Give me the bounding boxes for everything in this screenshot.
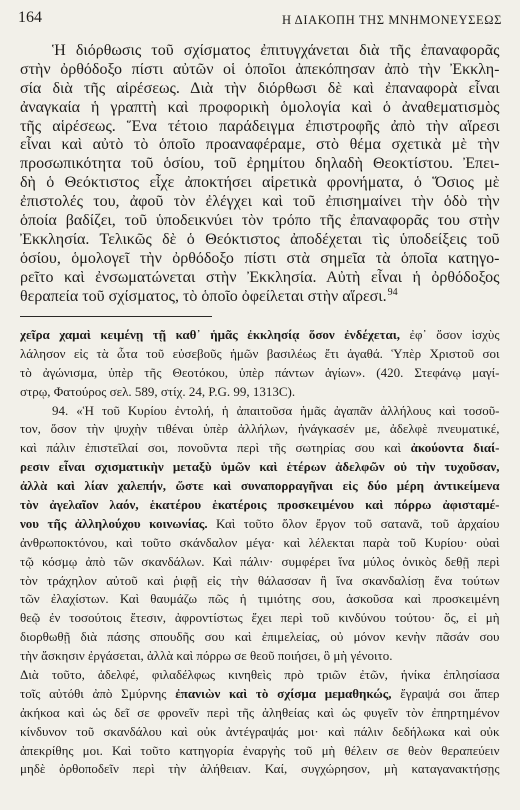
body-line [20,212,500,231]
body-line [20,99,500,118]
bold-text-run: τὸν ἀγελαῖον λαόν, ἑκατέρου ἑκατέροις προσκειμένου καὶ πόρρω ἀφισταμέ- [20,497,500,513]
text-run: λάλησον εἰς τὰ ὦτα τοῦ εὐσεβοῦς ἡμῶν βασιλέως ἔτι ἀγαθά. Ὑπὲρ Χριστοῦ σοι [20,345,500,361]
footnote-line [20,458,500,477]
body-line [20,174,500,193]
body-line [20,250,500,269]
text-run: ἀκήκοα καὶ ὡς δεῖ σε φρονεῖν περὶ τῆς ἀληθείας καὶ ὡς φυγεῖν τὸν ἐπηρτημένον [20,704,500,720]
text-run: διορθωθῇ διὰ πάσης σπουδῆς σου καὶ ἐπιμελείας, οὐ μόνον κενὴν πᾶσάν σου [20,629,500,645]
line-text: ὁσίου, ὁμολογεῖ τὴν ὀρθόδοξο πίστι στὰ σημεῖα τὰ ὁποῖα κατηγο- [20,249,500,267]
line-text: ἐπιστολές του, ἀφοῦ τὸν ἐλέγχει καὶ τοῦ ἐπισημαίνει τὴν ὁδὸ τὴν [20,193,500,211]
footnote-line [20,742,500,761]
line-text: ἀναγκαία ἡ γραπτὴ καὶ προφορικὴ ὁμολογία καὶ ὁ ἀναθεματισμὸς [20,98,500,116]
text-run: Διὰ τοῦτο, ἀδελφέ, φιλαδέλφως κινηθεὶς πρὸ τριῶν ἐτῶν, ἡνίκα ἐπλησίασα [20,667,500,683]
text-run: μηδὲ ὀρθοποδεῖν περὶ τὴν ἀλήθειαν. Καί, συγχώρησον, μὴ καταγανακτήσῃς [20,761,500,777]
footnote-line [20,628,500,647]
footnote-line [20,515,500,534]
footnote-line [20,496,500,515]
body-line [20,136,500,155]
line-text: εἶναι καὶ αὐτὸ τὸ ὁποῖο προαναφέραμε, στὸ θέμα σχετικὰ μὲ τὴν [20,136,500,154]
footnote-line [20,704,500,723]
footnote-reference: 94 [387,286,398,298]
line-text: δὴ ὁ Θεόκτιστος εἶχε ἀποκτήσει αἱρετικὰ φρονήματα, ὁ Ὅσιος μὲ [20,174,500,192]
footnote-line [20,572,500,591]
footnote-line [20,666,500,685]
bold-text-run: ρεσιν εἶναι σχισματικὴν μεταξὺ ὑμῶν καὶ ἑτέρων ἀδελφῶν οὐ τὴν τυχοῦσαν, [20,459,500,475]
text-run: κίνδυνον τοῦ σκανδάλου καὶ οὐκ ἀντέγραψάς μοι· καὶ πάλιν δεδήλωκα καὶ οὐκ [20,723,500,739]
body-line [20,269,500,288]
text-run: θεῷ ἐν τοσούτοις ἔτεσιν, ἀφροντίστως ἔχει περὶ τοῦ κινδύνου τούτου· ὅς, εἰ μὴ [20,610,500,626]
text-run: ἐφ᾽ ὅσον ἰσχὺς [409,327,500,342]
body-line [20,61,500,80]
line-text: τῆς αἱρέσεως. Ἕνα τέτοιο παράδειγμα ἐπιστροφῆς ἀπὸ τὴν αἵρεσι [20,117,500,135]
text-run: ἀπεκρίθης μοι. Καὶ τοῦτο κατηγορία ἐναργὴς τοῦ μὴ θέλειν σε θεὸν θεραπεύειν [20,742,500,758]
text-run: τον, ὅσον τὴν ψυχὴν τιθέναι ὑπὲρ ἀλλήλων, ἠνάγκασέν με, ἀδελφὲ πνευματικέ, [20,421,500,437]
footnote-line [20,402,500,421]
text-run: τὴν ἄσκησιν ἐργάσεται, ἀλλὰ καὶ πόρρω σε θεοῦ ποιήσει, ὃ μὴ γένοιτο. [20,648,393,664]
footnote-line [20,590,500,609]
line-text: Ἡ διόρθωσις τοῦ σχίσματος ἐπιτυγχάνεται διὰ τῆς ἐπαναφορᾶς [52,42,500,59]
main-text [20,42,500,306]
line-text: ρεῖτο καὶ ἐνσωματώνεται στὴν Ἐκκλησία. Αὐτὴ εἶναι ἡ ὀρθόδοξος [20,268,500,286]
footnote-line [20,609,500,628]
bold-text-run: νου τῆς ἀλληλούχου κοινωνίας. [20,515,208,531]
body-line [20,288,500,307]
line-text: Ἐκκλησία. Τελικῶς δὲ ὁ Θεόκτιστος ἀποδέχεται τὶς ὑποδείξεις τοῦ [20,230,500,248]
body-line [20,42,500,61]
footnotes [20,326,500,779]
body-line [20,118,500,137]
page-number: 164 [18,9,42,26]
text-run: καὶ πάλιν ἐπιστεῖλαί σοι, πονοῦντα περὶ τῆς σωτηρίας σου καὶ [20,440,401,456]
footnote-line [20,647,500,666]
line-text: ὁποία βαδίζει, τοῦ ὑποδεικνύει τὸν τρόπο τῆς ἐπαναφορᾶς του στὴν [20,212,500,230]
text-run: «Ἡ τοῦ Κυρίου ἐντολή, ἡ ἀπαιτοῦσα ἡμᾶς ἀγαπᾶν ἀλλήλους καὶ τοσοῦ- [76,402,500,418]
footnote-separator [20,316,212,317]
bold-text-run: χεῖρα χαμαὶ κειμένῃ τῇ καθ᾽ ἡμᾶς ἐκκλησίᾳ ὅσον ἐνδέχεται, [20,327,400,342]
footnote-line [20,685,500,704]
body-line [20,193,500,212]
footnote-line [20,534,500,553]
body-line [20,80,500,99]
footnote-line [20,439,500,458]
footnote-line [20,760,500,779]
running-title: Η ΔΙΑΚΟΠΗ ΤΗΣ ΜΝΗΜΟΝΕΥΣΕΩΣ [282,13,502,27]
bold-text-run: ἐπανιὼν καὶ τὸ σχίσμα μεμαθηκώς, [175,685,392,701]
line-text: στὴν ὀρθόδοξο πίστι αὐτῶν οἱ ὁποῖοι ἀπεκόπησαν ἀπὸ τὴν Ἐκκλη- [20,60,500,78]
text-run: στρῳ, Φατούρος σελ. 589, στίχ. 24, P.G. 99, 1313C). [20,383,296,399]
body-line [20,231,500,250]
bold-text-run: ἀλλὰ καὶ λίαν χαλεπήν, ὥστε καὶ συναπορραγῆναι εἰς δύο μέρη ἀντικείμενα [20,478,500,494]
text-run: ἀνθρωποκτόνου, καὶ τοῦτο σκάνδαλον μέγα· καὶ λέλεκται παρὰ τοῦ Κυρίου· οὐαὶ [20,534,500,550]
footnote-line [20,553,500,572]
footnote-line [20,723,500,742]
line-text: θεραπεία τοῦ σχίσματος, τὸ ὁποῖο ὀφείλεται στὴν αἵρεσι. [20,287,387,305]
footnote-line [20,420,500,439]
footnote-line [20,364,500,383]
body-line [20,155,500,174]
text-run: Καὶ τοῦτο ὅλον ἔργον τοῦ σατανᾶ, τοῦ ἀρχαίου [216,515,500,531]
text-run: ἔγραψά σοι ἅπερ [400,685,500,701]
text-run: τῷ κόσμῳ ἀπὸ τῶν σκανδάλων. Καὶ πάλιν· συμφέρει ἵνα μύλος ὀνικὸς δεθῇ περὶ [20,553,500,569]
line-text: προσωπικότητα τοῦ ὁσίου, τοῦ ἐρημίτου δηλαδὴ Θεοκτίστου. Ἐπει- [20,155,500,173]
footnote-line [20,345,500,364]
text-run: τῶν ἐλαχίστων. Καὶ θαυμάζω πῶς ἡ τιμιότης σου, ἀσκοῦσα καὶ προσκειμένη [20,591,500,607]
bold-text-run: ἀκούοντα διαί- [410,440,500,456]
footnote-number: 94. [52,402,69,418]
footnote-line [20,477,500,496]
text-run: τὸν τράχηλον αὐτοῦ καὶ ῥιφῇ εἰς τὴν θάλασσαν ἢ ἵνα σκανδαλίσῃ ἕνα τούτων [20,572,500,588]
text-run: τὸ ἀγώνισμα, ὑπὲρ τῆς Θεοτόκου, ὑπὲρ πάντων ἁγίων». (420. Στεφάνῳ μαγί- [20,364,500,380]
text-run: τοῖς αὐτόθι ἀπὸ Σμύρνης [20,685,167,701]
footnote-line [20,383,500,402]
line-text: σία διὰ τῆς αἱρέσεως. Διὰ τὴν διόρθωσι δὲ καὶ ἐπαναφορὰ εἶναι [20,79,500,97]
footnote-line [20,326,500,345]
